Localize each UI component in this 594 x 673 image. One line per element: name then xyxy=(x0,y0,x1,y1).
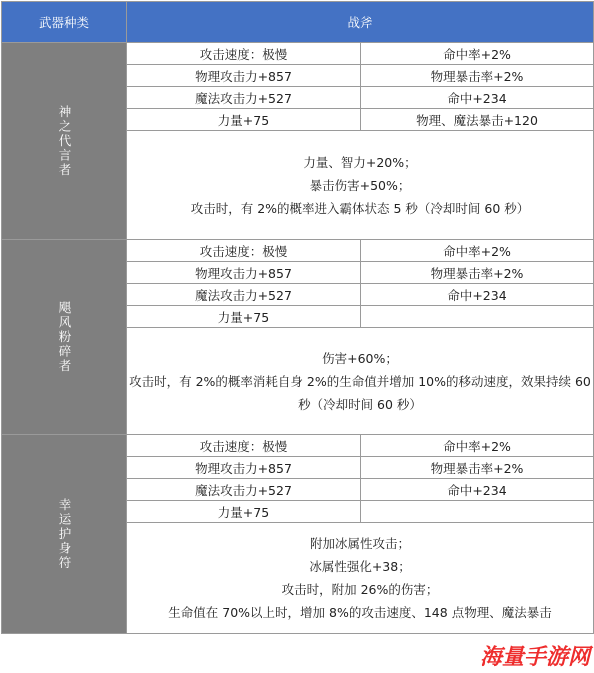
weapon-name: 幸运护身符 xyxy=(2,435,127,634)
stat-cell: 命中+234 xyxy=(361,87,594,109)
stat-cell: 力量+75 xyxy=(127,306,361,328)
stat-row xyxy=(2,43,594,65)
stat-row xyxy=(2,240,594,262)
weapon-name: 神之代言者 xyxy=(2,43,127,240)
effect-line: 攻击时，有 2%的概率消耗自身 2%的生命值并增加 10%的移动速度，效果持续 60 秒（冷却时间 60 秒） xyxy=(129,373,591,412)
stat-cell: 命中率+2% xyxy=(361,43,594,65)
effect-cell xyxy=(127,523,594,634)
stat-cell xyxy=(361,306,594,328)
stat-cell: 物理攻击力+857 xyxy=(127,65,361,87)
weapon-table xyxy=(1,1,594,634)
stat-cell xyxy=(361,501,594,523)
effect-line: 暴击伤害+50%； xyxy=(309,177,411,193)
stat-cell: 攻击速度：极慢 xyxy=(127,43,361,65)
stat-cell: 力量+75 xyxy=(127,501,361,523)
effect-line: 攻击时，附加 26%的伤害； xyxy=(281,582,439,597)
stat-cell: 物理、魔法暴击+120 xyxy=(361,109,594,131)
stat-cell: 攻击速度：极慢 xyxy=(127,435,361,457)
stat-cell: 命中+234 xyxy=(361,479,594,501)
header-row xyxy=(2,2,594,43)
stat-cell: 物理暴击率+2% xyxy=(361,65,594,87)
effect-line: 伤害+60%； xyxy=(322,350,398,366)
header-weapon-type: 武器种类 xyxy=(2,2,127,43)
stat-cell: 魔法攻击力+527 xyxy=(127,479,361,501)
stat-cell: 力量+75 xyxy=(127,109,361,131)
stat-cell: 命中率+2% xyxy=(361,240,594,262)
effect-line: 附加冰属性攻击； xyxy=(310,536,411,551)
effect-cell xyxy=(127,131,594,240)
stat-cell: 魔法攻击力+527 xyxy=(127,87,361,109)
stat-row xyxy=(2,435,594,457)
stat-cell: 物理暴击率+2% xyxy=(361,457,594,479)
stat-cell: 攻击速度：极慢 xyxy=(127,240,361,262)
stat-cell: 物理暴击率+2% xyxy=(361,262,594,284)
stat-cell: 命中+234 xyxy=(361,284,594,306)
effect-line: 冰属性强化+38； xyxy=(309,559,411,574)
effect-cell xyxy=(127,328,594,435)
effect-line: 力量、智力+20%； xyxy=(303,154,417,170)
weapon-name: 飓风粉碎者 xyxy=(2,240,127,435)
watermark-logo: 海量手游网 xyxy=(479,645,590,670)
effect-line: 攻击时，有 2%的概率进入霸体状态 5 秒（冷却时间 60 秒） xyxy=(190,200,530,216)
stat-cell: 物理攻击力+857 xyxy=(127,262,361,284)
header-weapon-name: 战斧 xyxy=(127,2,594,43)
stat-cell: 物理攻击力+857 xyxy=(127,457,361,479)
stat-cell: 命中率+2% xyxy=(361,435,594,457)
effect-line: 生命值在 70%以上时，增加 8%的攻击速度、148 点物理、魔法暴击 xyxy=(168,605,552,620)
stat-cell: 魔法攻击力+527 xyxy=(127,284,361,306)
